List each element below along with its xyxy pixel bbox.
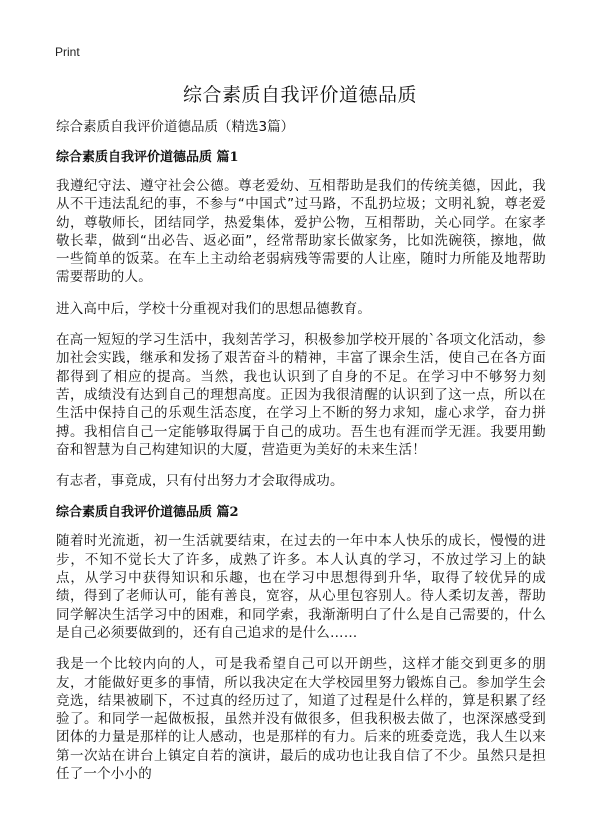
document-body	[56, 118, 546, 796]
document-title: 综合素质自我评价道德品质	[182, 84, 417, 106]
paragraph: 随着时光流逝，初一生活就要结束，在过去的一年中本人快乐的成长，慢慢的进步，不知不觉长大了许多，成熟了许多。本人认真的学习，不放过学习上的缺点，从学习中获得知识和乐趣，也在学习中思想得到升华，取得了较优异的成绩，得到了老师认可，能有善良，宽容，从心里包容别人。待人柔切友善，帮助同学解决生活学习中的困难，和同学索，我渐渐明白了什么是自己需要的，什么是自己必须要做到的，还有自己追求的是什么……	[56, 533, 546, 641]
section-1	[56, 149, 546, 490]
print-link[interactable]: Print	[55, 45, 80, 59]
paragraph: 我遵纪守法、遵守社会公德。尊老爱幼、互相帮助是我们的传统美德，因此，我从不干违法乱纪的事，不参与“中国式”过马路，不乱扔垃圾；文明礼貌，尊老爱幼，尊敬师长，团结同学，热爱集体，爱护公物，互相帮助，关心同学。在家孝敬长辈，做到“出必告、返必面”，经常帮助家长做家务，比如洗碗筷，擦地，做一些简单的饭菜。在车上主动给老弱病残等需要的人让座，随时力所能及地帮助需要帮助的人。	[56, 178, 546, 286]
document-subtitle: 综合素质自我评价道德品质（精选3篇）	[56, 119, 295, 135]
paragraph: 进入高中后，学校十分重视对我们的思想品德教育。	[56, 300, 372, 317]
section-heading: 综合素质自我评价道德品质 篇1	[56, 150, 239, 165]
section-heading: 综合素质自我评价道德品质 篇2	[56, 505, 239, 521]
paragraph: 有志者，事竟成，只有付出努力才会取得成功。	[56, 473, 344, 490]
paragraph: 在高一短短的学习生活中，我刻苦学习，积极参加学校开展的`各项文化活动，参加社会实践，继承和发扬了艰苦奋斗的精神，丰富了课余生活，使自己在各方面都得到了相应的提高。当然，我也认识到了自身的不足。在学习中不够努力刻苦，成绩没有达到自己的理想高度。正因为我很清醒的认识到了这一点，所以在生活中保持自己的乐观生活态度，在学习上不断的努力求知，虚心求学，奋力拼搏。我相信自己一定能够取得属于自己的成功。吾生也有涯而学无涯。我要用勤奋和智慧为自己构建知识的大厦，营造更为美好的未来生活！	[56, 332, 546, 458]
section-2	[56, 504, 546, 783]
paragraph: 我是一个比较内向的人，可是我希望自己可以开朗些，这样才能交到更多的朋友，才能做好更多的事情，所以我决定在大学校园里努力锻炼自己。参加学生会竞选，结果被刷下，不过真的经历过了，知道了过程是什么样的，算是积累了经验了。和同学一起做板报，虽然并没有做很多，但我积极去做了，也深深感受到团体的力量是那样的让人感动，也是那样的有力。后来的班委竞选，我人生以来第一次站在讲台上镇定自若的演讲，最后的成功也让我自信了不少。虽然只是担任了一个小小的	[56, 656, 546, 783]
